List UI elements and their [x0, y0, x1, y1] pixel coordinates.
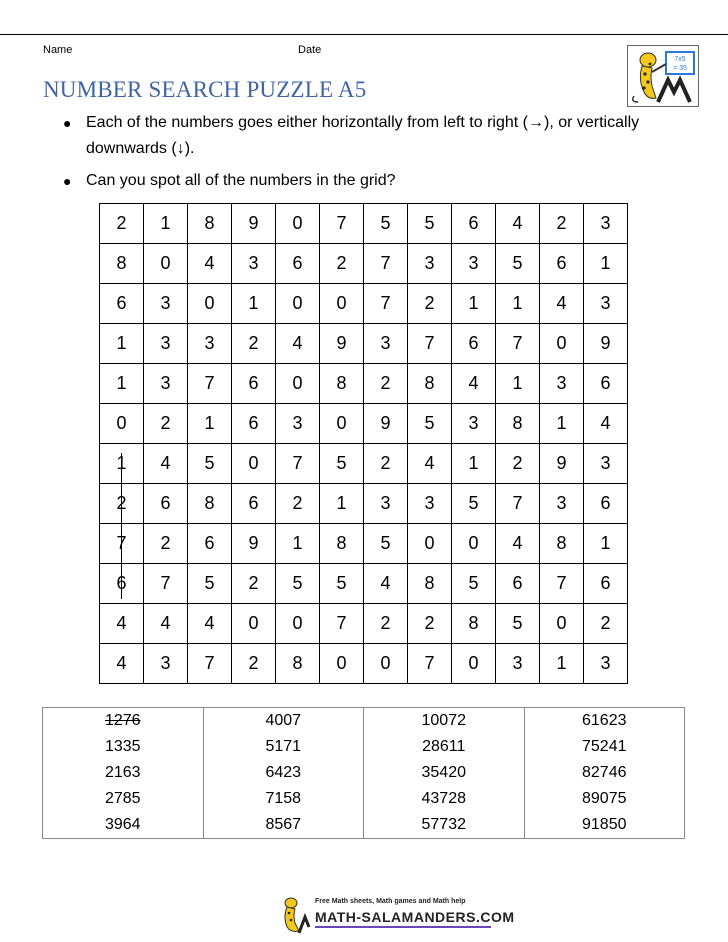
grid-cell: 1 [540, 644, 584, 684]
grid-cell: 0 [320, 284, 364, 324]
grid-cell: 1 [496, 364, 540, 404]
grid-cell: 1 [276, 524, 320, 564]
number-list-item: 6423 [265, 764, 302, 781]
grid-cell: 2 [364, 444, 408, 484]
grid-cell: 1 [584, 524, 628, 564]
grid-cell: 9 [232, 524, 276, 564]
grid-cell: 5 [276, 564, 320, 604]
instruction-text: Each of the numbers goes either horizontally from left to right (→), or vertically downwards (↓). [86, 114, 640, 157]
number-list-column [524, 708, 685, 839]
grid-cell: 3 [364, 324, 408, 364]
grid-cell: 2 [540, 204, 584, 244]
grid-cell: 8 [100, 244, 144, 284]
number-list-item: 1335 [104, 738, 141, 755]
grid-cell: 4 [584, 404, 628, 444]
number-list-column [203, 708, 364, 839]
grid-cell: 2 [232, 324, 276, 364]
grid-cell: 1 [100, 324, 144, 364]
grid-cell: 2 [320, 244, 364, 284]
grid-cell: 1 [452, 444, 496, 484]
number-list [42, 707, 685, 839]
grid-cell: 1 [232, 284, 276, 324]
grid-cell: 9 [320, 324, 364, 364]
grid-cell: 3 [188, 324, 232, 364]
grid-cell: 5 [188, 564, 232, 604]
grid-cell: 2 [364, 604, 408, 644]
grid-cell: 7 [408, 324, 452, 364]
grid-cell: 4 [364, 564, 408, 604]
grid-cell: 2 [232, 564, 276, 604]
grid-cell: 6 [452, 324, 496, 364]
name-date-line [0, 34, 728, 35]
grid-cell: 3 [452, 404, 496, 444]
grid-row [100, 204, 628, 244]
grid-cell: 7 [320, 604, 364, 644]
grid-row [100, 444, 628, 484]
grid-row [100, 404, 628, 444]
footer-tagline: Free Math sheets, Math games and Math help [315, 898, 466, 905]
number-list-item: 4007 [265, 712, 302, 729]
grid-cell: 0 [276, 204, 320, 244]
grid-cell: 7 [188, 364, 232, 404]
number-list-item: 89075 [582, 790, 627, 807]
grid-cell: 4 [452, 364, 496, 404]
number-list-column [43, 708, 204, 839]
grid-cell: 1 [452, 284, 496, 324]
grid-cell: 6 [584, 564, 628, 604]
grid-cell: 9 [584, 324, 628, 364]
grid-cell: 3 [144, 284, 188, 324]
grid-cell: 0 [408, 524, 452, 564]
grid-cell: 3 [408, 244, 452, 284]
grid-cell: 5 [408, 204, 452, 244]
grid-cell: 6 [144, 484, 188, 524]
grid-row [100, 324, 628, 364]
number-list-item: 7158 [265, 790, 302, 807]
grid-cell: 8 [320, 364, 364, 404]
grid-cell: 7 [364, 244, 408, 284]
grid-cell: 5 [408, 404, 452, 444]
grid-cell: 2 [100, 484, 144, 524]
grid-cell: 1 [100, 364, 144, 404]
name-label: Name [43, 44, 73, 56]
number-list-column [364, 708, 525, 839]
grid-cell: 7 [408, 644, 452, 684]
page-title: NUMBER SEARCH PUZZLE A5 [43, 77, 367, 102]
grid-cell: 1 [496, 284, 540, 324]
grid-cell: 2 [408, 604, 452, 644]
grid-cell: 5 [364, 204, 408, 244]
date-label: Date [298, 44, 322, 56]
number-list-item: 10072 [421, 712, 466, 729]
grid-row [100, 564, 628, 604]
grid-cell: 2 [496, 444, 540, 484]
footer-brand-name: MATH-SALAMANDERS.COM [315, 909, 515, 925]
grid-cell: 2 [276, 484, 320, 524]
grid-cell: 4 [188, 244, 232, 284]
grid-cell: 0 [144, 244, 188, 284]
grid-cell: 9 [364, 404, 408, 444]
grid-cell: 8 [540, 524, 584, 564]
grid-cell: 4 [144, 604, 188, 644]
grid-cell: 3 [144, 644, 188, 684]
grid-cell: 8 [188, 204, 232, 244]
grid-cell: 4 [540, 284, 584, 324]
grid-cell: 3 [584, 444, 628, 484]
grid-cell: 0 [276, 364, 320, 404]
grid-cell: 6 [100, 564, 144, 604]
grid-cell: 1 [540, 404, 584, 444]
number-list-item: 43728 [421, 790, 466, 807]
grid-cell: 4 [496, 204, 540, 244]
grid-cell: 7 [100, 524, 144, 564]
number-list-item: 91850 [582, 816, 627, 833]
grid-cell: 8 [408, 364, 452, 404]
grid-cell: 6 [584, 484, 628, 524]
grid-cell: 3 [584, 204, 628, 244]
grid-row [100, 364, 628, 404]
grid-cell: 0 [320, 644, 364, 684]
grid-cell: 7 [144, 564, 188, 604]
number-list-item: 3964 [104, 816, 141, 833]
grid-cell: 2 [100, 204, 144, 244]
grid-cell: 0 [100, 404, 144, 444]
grid-cell: 6 [232, 484, 276, 524]
grid-cell: 3 [584, 644, 628, 684]
grid-cell: 6 [452, 204, 496, 244]
grid-cell: 2 [408, 284, 452, 324]
grid-cell: 6 [276, 244, 320, 284]
grid-cell: 3 [144, 324, 188, 364]
grid-row [100, 524, 628, 564]
grid-cell: 1 [188, 404, 232, 444]
grid-cell: 8 [452, 604, 496, 644]
grid-cell: 3 [540, 484, 584, 524]
grid-cell: 5 [452, 564, 496, 604]
grid-cell: 2 [144, 404, 188, 444]
grid-cell: 6 [232, 404, 276, 444]
grid-cell: 3 [364, 484, 408, 524]
grid-cell: 0 [232, 604, 276, 644]
number-list-item: 2163 [104, 764, 141, 781]
salamander-teacher-icon [627, 45, 699, 107]
number-list-item: 2785 [104, 790, 141, 807]
bullet-icon: ● [63, 115, 72, 131]
found-number-strike-line [121, 453, 122, 599]
grid-cell: 7 [496, 484, 540, 524]
grid-cell: 0 [188, 284, 232, 324]
grid-cell: 2 [584, 604, 628, 644]
number-list-row [43, 708, 685, 839]
number-list-item: 5171 [265, 738, 302, 755]
grid-cell: 0 [232, 444, 276, 484]
grid-cell: 7 [188, 644, 232, 684]
number-list-item: 1276 [104, 712, 141, 729]
grid-row [100, 644, 628, 684]
grid-cell: 6 [584, 364, 628, 404]
grid-cell: 8 [320, 524, 364, 564]
grid-cell: 4 [496, 524, 540, 564]
number-list-item: 82746 [582, 764, 627, 781]
grid-cell: 1 [584, 244, 628, 284]
grid-cell: 5 [188, 444, 232, 484]
grid-cell: 6 [100, 284, 144, 324]
grid-cell: 5 [496, 604, 540, 644]
grid-row [100, 244, 628, 284]
grid-cell: 8 [276, 644, 320, 684]
grid-cell: 7 [364, 284, 408, 324]
grid-cell: 2 [144, 524, 188, 564]
grid-cell: 6 [540, 244, 584, 284]
grid-cell: 5 [320, 564, 364, 604]
grid-cell: 3 [408, 484, 452, 524]
grid-cell: 4 [144, 444, 188, 484]
grid-cell: 5 [364, 524, 408, 564]
number-list-item: 28611 [422, 738, 466, 755]
number-list-item: 8567 [265, 816, 302, 833]
grid-cell: 4 [408, 444, 452, 484]
grid-cell: 0 [364, 644, 408, 684]
grid-cell: 3 [276, 404, 320, 444]
grid-cell: 4 [276, 324, 320, 364]
grid-cell: 2 [232, 644, 276, 684]
instruction-text: Can you spot all of the numbers in the grid? [86, 172, 396, 189]
grid-cell: 9 [232, 204, 276, 244]
instruction-item [60, 168, 700, 194]
grid-cell: 4 [188, 604, 232, 644]
grid-cell: 3 [144, 364, 188, 404]
salamander-logo-icon [277, 895, 313, 935]
grid-cell: 3 [584, 284, 628, 324]
number-list-item: 35420 [421, 764, 466, 781]
grid-cell: 5 [496, 244, 540, 284]
grid-cell: 3 [496, 644, 540, 684]
grid-cell: 7 [496, 324, 540, 364]
grid-cell: 1 [144, 204, 188, 244]
number-list-item: 75241 [582, 738, 627, 755]
grid-cell: 6 [232, 364, 276, 404]
bullet-icon: ● [63, 173, 72, 189]
grid-cell: 0 [540, 604, 584, 644]
grid-row [100, 604, 628, 644]
grid-cell: 7 [276, 444, 320, 484]
footer-brand [277, 895, 515, 935]
grid-cell: 0 [452, 524, 496, 564]
grid-cell: 9 [540, 444, 584, 484]
grid-row [100, 484, 628, 524]
grid-cell: 0 [452, 644, 496, 684]
grid-cell: 0 [276, 284, 320, 324]
board-line-1: 7x5 [674, 56, 686, 63]
grid-cell: 8 [496, 404, 540, 444]
grid-cell: 5 [452, 484, 496, 524]
grid-cell: 6 [188, 524, 232, 564]
grid-cell: 2 [364, 364, 408, 404]
grid-cell: 3 [540, 364, 584, 404]
grid-cell: 1 [320, 484, 364, 524]
instructions-list [60, 110, 700, 194]
grid-cell: 4 [100, 604, 144, 644]
grid-cell: 5 [320, 444, 364, 484]
footer-underline [315, 926, 491, 928]
grid-row [100, 284, 628, 324]
grid-cell: 1 [100, 444, 144, 484]
grid-cell: 0 [540, 324, 584, 364]
number-list-item: 61623 [582, 712, 627, 729]
number-grid [99, 203, 628, 684]
grid-cell: 8 [408, 564, 452, 604]
grid-cell: 0 [276, 604, 320, 644]
board-line-2: = 35 [673, 65, 687, 72]
number-list-item: 57732 [421, 816, 466, 833]
grid-cell: 6 [496, 564, 540, 604]
grid-cell: 7 [320, 204, 364, 244]
grid-cell: 0 [320, 404, 364, 444]
grid-cell: 3 [232, 244, 276, 284]
grid-cell: 8 [188, 484, 232, 524]
grid-cell: 7 [540, 564, 584, 604]
instruction-item [60, 110, 700, 162]
grid-cell: 4 [100, 644, 144, 684]
grid-cell: 3 [452, 244, 496, 284]
